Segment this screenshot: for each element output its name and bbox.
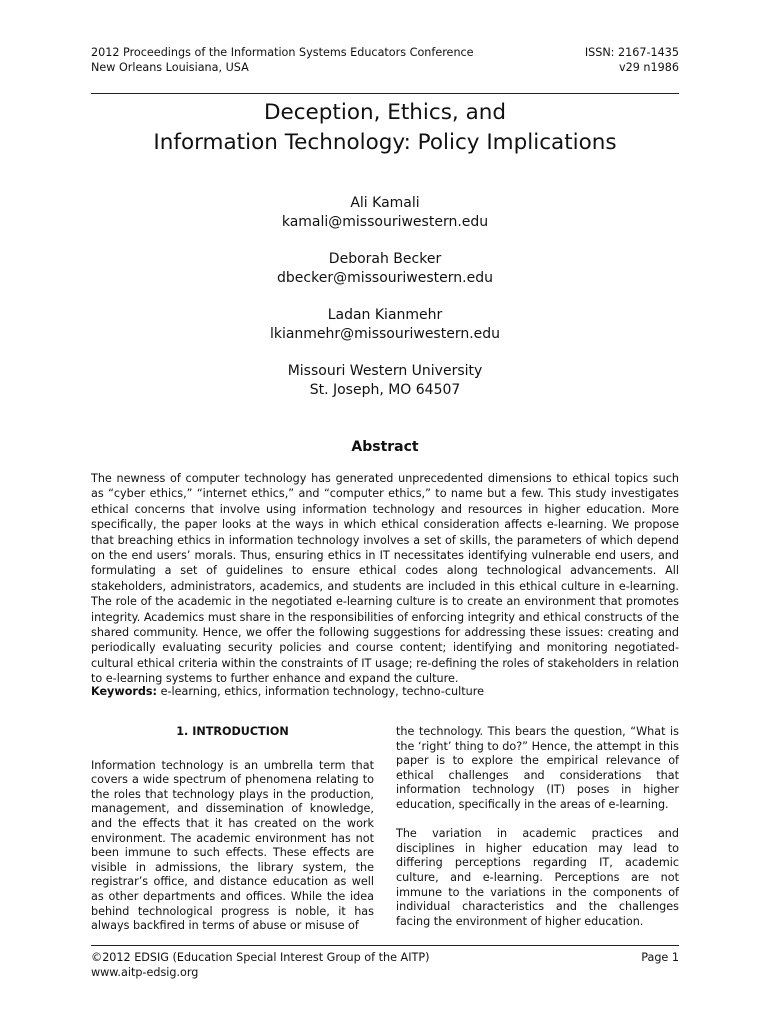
body-paragraph: the technology. This bears the question, “What is the ‘right’ thing to do?” Hence, the attempt in this paper is to explore the empirical relevance of ethical challenges and considerations that information technology (IT) poses in higher education, specifically in the areas of e-learning. xyxy=(396,725,679,811)
author xyxy=(91,194,679,232)
running-header-right xyxy=(585,45,679,75)
conference-location: New Orleans Louisiana, USA xyxy=(91,61,249,74)
affiliation xyxy=(91,362,679,400)
keywords-list: e-learning, ethics, information technology, techno-culture xyxy=(160,685,484,698)
abstract-heading: Abstract xyxy=(351,439,419,455)
footer-website: www.aitp-edsig.org xyxy=(91,966,199,979)
running-header-left xyxy=(91,45,474,75)
footer-left xyxy=(91,950,429,980)
keywords-line xyxy=(91,684,679,699)
volume-number: v29 n1986 xyxy=(619,61,679,74)
header-divider xyxy=(91,93,679,94)
page-number: Page 1 xyxy=(641,951,679,964)
section-heading-introduction: 1. INTRODUCTION xyxy=(176,725,289,738)
author-email: dbecker@missouriwestern.edu xyxy=(277,270,493,286)
institution-name: Missouri Western University xyxy=(287,363,483,379)
author xyxy=(91,306,679,344)
issn: ISSN: 2167-1435 xyxy=(584,46,679,59)
body-paragraph: Information technology is an umbrella term that covers a wide spectrum of phenomena relating to the roles that technology plays in the production, management, and dissemination of knowledge, and the effects that it has created on the work environment. The academic environment has not been immune to such effects. These effects are visible in admissions, the library system, the registrar’s office, and distance education as well as other departments and offices. While the idea behind technological progress is noble, it has always backfired in terms of abuse or misuse of xyxy=(91,758,374,933)
author-name: Ladan Kianmehr xyxy=(327,307,443,323)
author-name: Ali Kamali xyxy=(350,195,420,211)
title-line-2: Information Technology: Policy Implications xyxy=(153,130,617,155)
footer-copyright: ©2012 EDSIG (Education Special Interest Group of the AITP) xyxy=(91,951,430,964)
body-paragraph: The variation in academic practices and disciplines in higher education may lead to differing perceptions regarding IT, academic culture, and e-learning. Perceptions are not immune to the variations in the components of individual characteristics and the challenges facing the environment of higher education. xyxy=(396,827,679,928)
footer-divider xyxy=(91,945,679,946)
author-name: Deborah Becker xyxy=(328,251,442,267)
conference-name: 2012 Proceedings of the Information Systems Educators Conference xyxy=(91,46,474,59)
left-column xyxy=(91,725,374,948)
keywords-label: Keywords: xyxy=(91,685,158,698)
author-list xyxy=(91,194,679,418)
abstract-body: The newness of computer technology has generated unprecedented dimensions to ethical topics such as “cyber ethics,” “internet ethics,” and “computer ethics,” to name but a few. This study investigates ethical concerns that involve using information technology and resources in higher education. More specifically, the paper looks at the ways in which ethical consideration affects e-learning. We propose that breaching ethics in information technology involves a set of skills, the parameters of which depend on the end users’ morals. Thus, ensuring ethics in IT necessitates identifying vulnerable end users, and formulating a set of guidelines to ensure ethical codes along technological advancements. All stakeholders, administrators, academics, and students are included in this ethical culture in e-learning. The role of the academic in the negotiated e-learning culture is to create an environment that promotes integrity. Academics must share in the responsibilities of enforcing integrity and ethical constructs of the shared community. Hence, we offer the following suggestions for addressing these issues: creating and periodically evaluating security policies and course content; identifying and monitoring negotiated-cultural ethical criteria within the constraints of IT usage; re-defining the roles of stakeholders in relation to e-learning systems to further enhance and expand the culture. xyxy=(91,472,679,686)
author-email: kamali@missouriwestern.edu xyxy=(281,214,489,230)
right-column xyxy=(396,725,679,944)
title-line-1: Deception, Ethics, and xyxy=(263,100,507,125)
author-email: lkianmehr@missouriwestern.edu xyxy=(269,326,501,342)
paper-title xyxy=(91,98,679,158)
author xyxy=(91,250,679,288)
institution-city: St. Joseph, MO 64507 xyxy=(309,382,461,398)
